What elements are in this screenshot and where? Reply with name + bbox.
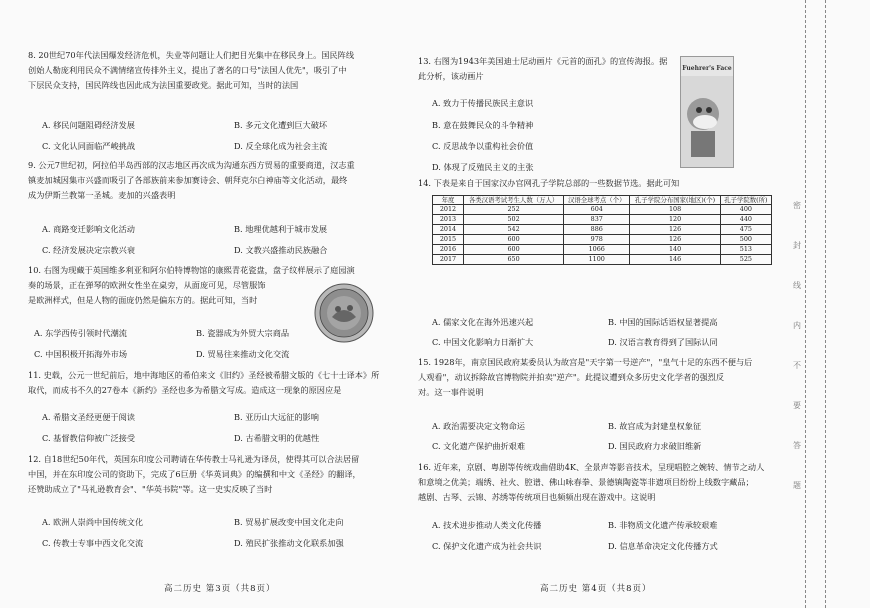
poster-title: Fuehrer's Face: [682, 65, 732, 72]
seal-char: 题: [793, 481, 801, 490]
table-cell: 126: [630, 235, 720, 245]
q16-option-a: A. 技术进步推动人类文化传播: [432, 520, 542, 530]
table-cell: 600: [464, 235, 564, 245]
table-cell: 604: [564, 205, 630, 215]
question-11: [28, 368, 408, 398]
q11-option-c: C. 基督教信仰被广泛接受: [42, 433, 136, 443]
q9-option-b: B. 地理优越利于城市发展: [234, 224, 328, 234]
table-cell: 650: [464, 255, 564, 265]
q11-option-d: D. 古希腊文明的优越性: [234, 433, 320, 443]
q14-option-c: C. 中国文化影响力日渐扩大: [432, 337, 534, 347]
q13-option-a: A. 致力于传播民族民主意识: [432, 98, 534, 108]
question-13: [418, 54, 668, 84]
q16-option-c: C. 保护文化遗产成为社会共识: [432, 541, 542, 551]
q12-option-b: B. 贸易扩展改变中国文化走向: [234, 517, 344, 527]
table-cell: 146: [630, 255, 720, 265]
table-cell: 837: [564, 215, 630, 225]
q12-option-d: D. 殖民扩张推动文化联系加强: [234, 538, 344, 548]
q11-option-b: B. 亚历山大远征的影响: [234, 412, 319, 422]
seal-char: 密: [793, 201, 801, 210]
table-header-row: [433, 196, 772, 205]
question-text: 8. 20世纪70年代法国爆发经济危机，失业等问题让人们把目光集中在移民身上。国民阵线: [28, 50, 355, 60]
table-cell: 542: [464, 225, 564, 235]
table-cell: 252: [464, 205, 564, 215]
question-text: 越剧、古琴、云锦、苏绣等传统项目也频频出现在游戏中。这说明: [418, 492, 656, 502]
table-cell: 978: [564, 235, 630, 245]
table-row: [433, 235, 772, 245]
question-8: [28, 48, 408, 93]
q9-option-c: C. 经济发展决定宗教兴衰: [42, 245, 136, 255]
question-text: 10. 右图为现藏于英国维多利亚和阿尔伯特博物馆的康熙青花瓷盘，盘子纹样展示了庭园演: [28, 265, 355, 275]
right-page: [418, 0, 783, 608]
q16-option-d: D. 信息革命决定文化传播方式: [608, 541, 718, 551]
question-text: 人观看"，动议拆除故宫博物院并拍卖"逆产"。此提议遭到众多历史文化学者的强烈反: [418, 372, 725, 382]
question-text: 9. 公元7世纪初，阿拉伯半岛西部的汉志地区再次成为沟通东西方贸易的重要商道，汉志重: [28, 160, 355, 170]
table-header: 孔子学院数(所): [720, 196, 771, 205]
table-cell: 500: [720, 235, 771, 245]
seal-line-left: [805, 0, 806, 608]
question-9: [28, 158, 408, 203]
porcelain-plate-image: [314, 283, 374, 343]
question-text: 下层民众支持，国民阵线也因此成为法国重要政党。据此可知，当时的法国: [28, 80, 299, 90]
question-text: 16. 近年来，京剧、粤剧等传统戏曲借助4K、全景声等影音技术，呈现唱腔之婉转、情节之动人: [418, 462, 765, 472]
q15-option-b: B. 故宫成为封建皇权象征: [608, 421, 702, 431]
q11-option-a: A. 希腊文圣经更便于阅读: [42, 412, 135, 422]
q12-option-c: C. 传教士专事中西文化交流: [42, 538, 144, 548]
table-header: 各类汉语考试考生人数（万人）: [464, 196, 564, 205]
table-cell: 525: [720, 255, 771, 265]
q13-option-c: C. 反思战争以重构社会价值: [432, 141, 534, 151]
question-text: 镇麦加城因集市兴盛而吸引了各部族前来参加赛诗会、朝拜克尔白神庙等文化活动，最终: [28, 175, 348, 185]
poster-image: [680, 56, 734, 168]
q13-option-b: B. 意在鼓舞民众的斗争精神: [432, 120, 534, 130]
table-cell: 2016: [433, 245, 464, 255]
question-14: [418, 176, 783, 191]
question-text: 中国，并在东印度公司的资助下，完成了6巨册《华英词典》的编撰和中文《圣经》的翻译，: [28, 469, 361, 479]
question-text: 11. 史载，公元一世纪前后，地中海地区的希伯来文《旧约》圣经被希腊文版的《七十士译本》所: [28, 370, 380, 380]
q10-option-d: D. 贸易往来推动文化交流: [196, 349, 290, 359]
q10-option-b: B. 瓷器成为外贸大宗商品: [196, 328, 290, 338]
q9-option-a: A. 商路变迁影响文化活动: [42, 224, 135, 234]
question-text: 对。这一事件说明: [418, 387, 484, 397]
data-table: [432, 195, 772, 265]
seal-char: 线: [793, 281, 801, 290]
q14-option-d: D. 汉语言教育得到了国际认同: [608, 337, 718, 347]
table-row: [433, 215, 772, 225]
table-cell: 400: [720, 205, 771, 215]
question-12: [28, 452, 408, 497]
question-text: 取代，而成书不久的27卷本《新约》圣经也多为希腊文写成。造成这一现象的原因应是: [28, 385, 342, 395]
table-cell: 2012: [433, 205, 464, 215]
table-cell: 2013: [433, 215, 464, 225]
table-header: 孔子学院分布国家(地区)(个): [630, 196, 720, 205]
question-text: 创始人勒庞利用民众不满情绪宣传排外主义，提出了著名的口号"法国人优先"，吸引了中: [28, 65, 347, 75]
seal-char: 要: [793, 401, 801, 410]
q8-option-b: B. 多元文化遭到巨大破坏: [234, 120, 328, 130]
table-cell: 2017: [433, 255, 464, 265]
table-cell: 108: [630, 205, 720, 215]
q14-option-b: B. 中国的国际话语权显著提高: [608, 317, 718, 327]
q12-option-a: A. 欧洲人崇尚中国传统文化: [42, 517, 144, 527]
seal-char: 不: [793, 361, 801, 370]
q8-option-a: A. 移民问题阻碍经济发展: [42, 120, 135, 130]
q10-option-c: C. 中国积极开拓海外市场: [34, 349, 128, 359]
table-cell: 886: [564, 225, 630, 235]
table-cell: 120: [630, 215, 720, 225]
poster-figure-icon: [681, 76, 733, 168]
question-text: 还赞助成立了"马礼逊教育会"、"华英书院"等。这一史实反映了当时: [28, 484, 273, 494]
q10-option-a: A. 东学西传引领时代潮流: [34, 328, 127, 338]
q8-option-c: C. 文化认同面临严峻挑战: [42, 141, 136, 151]
table-cell: 126: [630, 225, 720, 235]
table-row: [433, 225, 772, 235]
seal-char: 封: [793, 241, 801, 250]
seal-char: 答: [793, 441, 801, 450]
question-text: 14. 下表是来自于国家汉办官网孔子学院总部的一些数据节选。据此可知: [418, 178, 680, 188]
table-cell: 502: [464, 215, 564, 225]
q14-option-a: A. 儒家文化在海外迅速兴起: [432, 317, 534, 327]
table-cell: 1066: [564, 245, 630, 255]
table-header: 年度: [433, 196, 464, 205]
seal-char: 内: [793, 321, 801, 330]
q8-option-d: D. 反全球化成为社会主流: [234, 141, 328, 151]
q15-option-c: C. 文化遗产保护曲折艰难: [432, 441, 526, 451]
table-row: [433, 245, 772, 255]
table-cell: 600: [464, 245, 564, 255]
table-row: [433, 255, 772, 265]
page-footer: 高二历史 第3页（共8页）: [164, 584, 276, 594]
q13-option-d: D. 体现了反殖民主义的主张: [432, 162, 534, 172]
table-row: [433, 205, 772, 215]
page-footer: 高二历史 第4页（共8页）: [540, 584, 652, 594]
table-header: 汉语全球考点（个）: [564, 196, 630, 205]
question-text: 此分析，该动画片: [418, 71, 484, 81]
question-text: 12. 自18世纪50年代，英国东印度公司聘请在华传教士马礼逊为译员，使得其可以合法居留: [28, 454, 360, 464]
table-cell: 475: [720, 225, 771, 235]
table-cell: 2015: [433, 235, 464, 245]
question-15: [418, 355, 783, 400]
question-text: 和意境之优美；端绣、社火、腔谱、佛山咏春拳、景德镇陶瓷等非遗项目纷纷上线数字藏品；: [418, 477, 754, 487]
table-cell: 1100: [564, 255, 630, 265]
question-text: 成为伊斯兰教第一圣城。麦加的兴盛表明: [28, 190, 176, 200]
q9-option-d: D. 文教兴盛推动民族融合: [234, 245, 328, 255]
question-text: 是欧洲样式，但是人物的面庞仍然是偏东方的。据此可知，当时: [28, 295, 258, 305]
table-cell: 2014: [433, 225, 464, 235]
question-text: 奏的场景，正在弹琴的欧洲女性坐在桌旁，从面庞可见，尽管服饰: [28, 280, 266, 290]
q15-option-a: A. 政治需要决定文物命运: [432, 421, 525, 431]
q15-option-d: D. 国民政府力求破旧维新: [608, 441, 702, 451]
left-page: [28, 0, 408, 608]
question-text: 13. 右图为1943年美国迪士尼动画片《元首的面孔》的宣传海报。据: [418, 56, 668, 66]
table-cell: 513: [720, 245, 771, 255]
question-16: [418, 460, 783, 505]
table-cell: 140: [630, 245, 720, 255]
seal-line-margin: [795, 0, 870, 608]
seal-line-right: [825, 0, 826, 608]
table-cell: 440: [720, 215, 771, 225]
q16-option-b: B. 非物质文化遗产传承较艰难: [608, 520, 718, 530]
question-text: 15. 1928年，南京国民政府某委员认为故宫是"天字第一号逆产"，"皇气十足的东西不便与后: [418, 357, 753, 367]
